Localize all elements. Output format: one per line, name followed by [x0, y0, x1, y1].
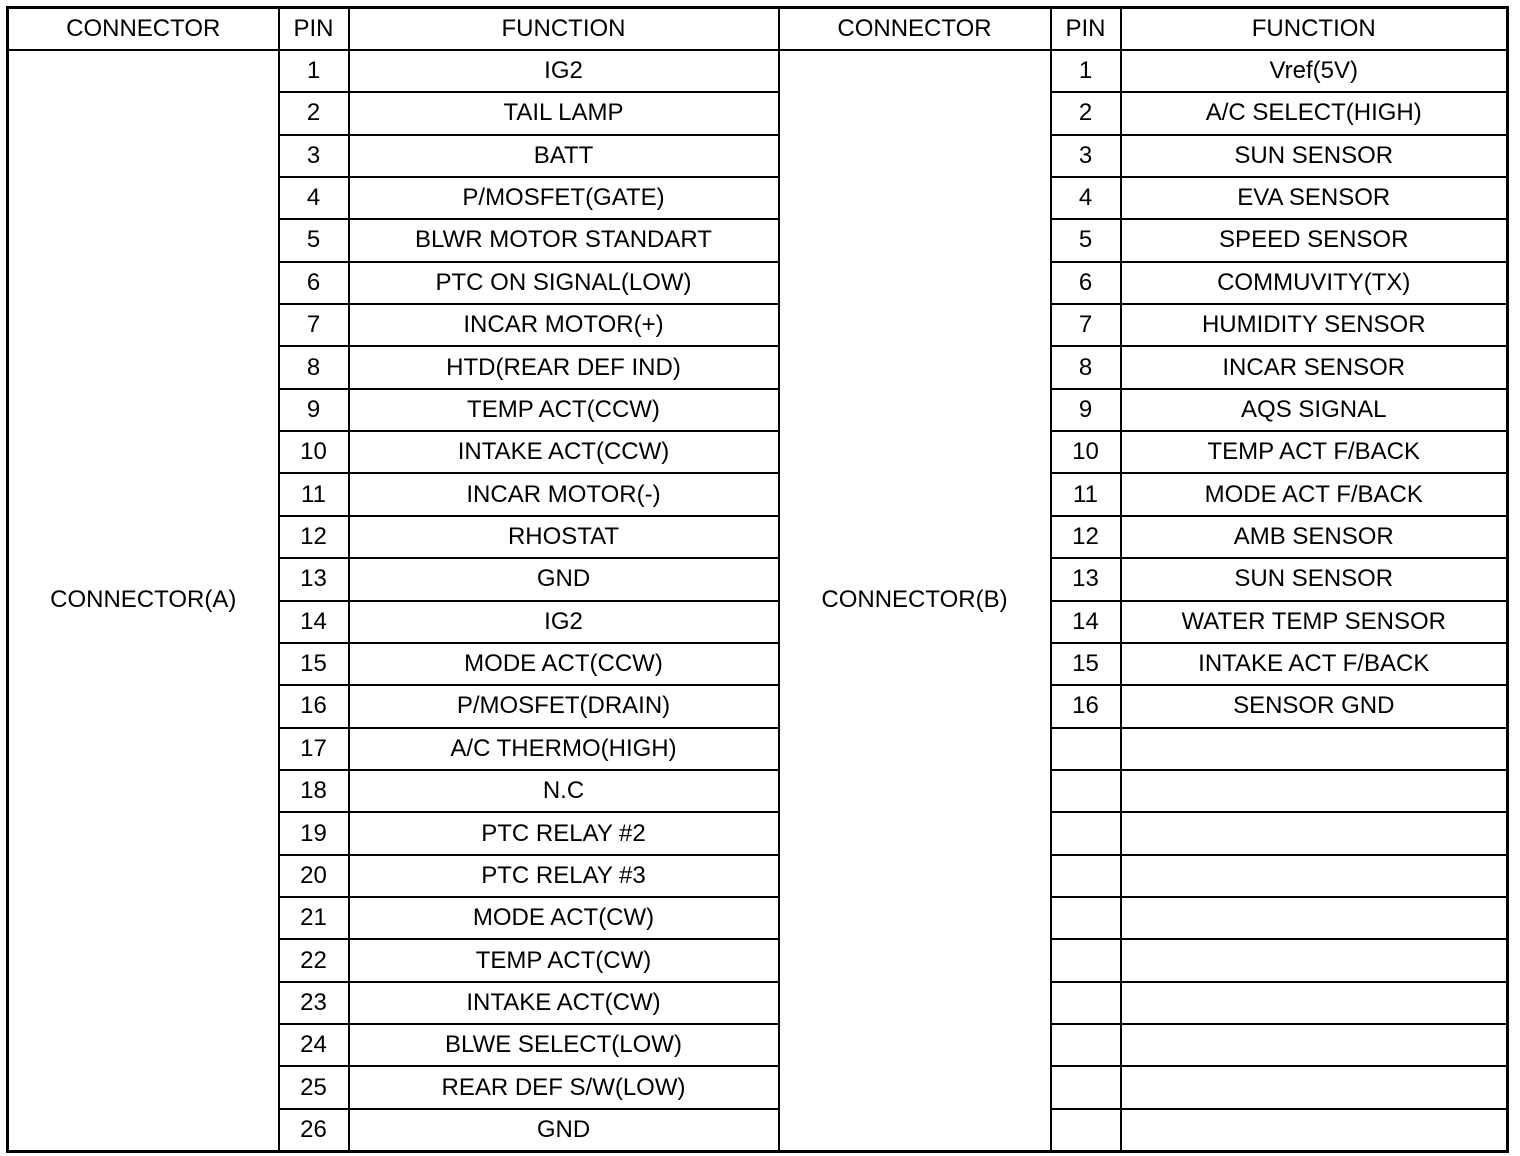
- connector-b-pin: 2: [1051, 92, 1121, 134]
- connector-a-pin: 23: [279, 982, 349, 1024]
- connector-a-pin: 8: [279, 346, 349, 388]
- connector-a-function: P/MOSFET(GATE): [349, 177, 779, 219]
- connector-b-function: SUN SENSOR: [1121, 135, 1508, 177]
- connector-a-function: INTAKE ACT(CCW): [349, 431, 779, 473]
- connector-b-pin: 13: [1051, 558, 1121, 600]
- header-connector-b: CONNECTOR: [779, 8, 1051, 50]
- connector-b-function-empty: [1121, 1066, 1508, 1108]
- connector-a-pin: 25: [279, 1066, 349, 1108]
- connector-a-pin: 7: [279, 304, 349, 346]
- connector-b-function: INCAR SENSOR: [1121, 346, 1508, 388]
- connector-a-function: RHOSTAT: [349, 516, 779, 558]
- connector-b-function: Vref(5V): [1121, 50, 1508, 92]
- connector-b-pin-empty: [1051, 939, 1121, 981]
- header-function-b: FUNCTION: [1121, 8, 1508, 50]
- connector-a-pin: 15: [279, 643, 349, 685]
- connector-b-pin: 12: [1051, 516, 1121, 558]
- connector-a-function: REAR DEF S/W(LOW): [349, 1066, 779, 1108]
- connector-b-function: SPEED SENSOR: [1121, 219, 1508, 261]
- table-body: [8, 8, 1508, 1152]
- connector-b-function: AMB SENSOR: [1121, 516, 1508, 558]
- connector-b-pin-empty: [1051, 770, 1121, 812]
- connector-b-pin: 11: [1051, 473, 1121, 515]
- header-function-a: FUNCTION: [349, 8, 779, 50]
- connector-b-pin-empty: [1051, 855, 1121, 897]
- connector-a-function: IG2: [349, 601, 779, 643]
- connector-b-pin: 4: [1051, 177, 1121, 219]
- connector-a-pin: 4: [279, 177, 349, 219]
- connector-b-pin: 7: [1051, 304, 1121, 346]
- connector-a-function: PTC RELAY #2: [349, 812, 779, 854]
- connector-a-pin: 16: [279, 685, 349, 727]
- connector-b-pin: 15: [1051, 643, 1121, 685]
- connector-a-pin: 3: [279, 135, 349, 177]
- connector-a-pin: 10: [279, 431, 349, 473]
- connector-a-pin: 20: [279, 855, 349, 897]
- connector-b-pin: 10: [1051, 431, 1121, 473]
- connector-b-pin: 14: [1051, 601, 1121, 643]
- table-row: [8, 50, 1508, 92]
- connector-a-pin: 24: [279, 1024, 349, 1066]
- connector-a-function: BATT: [349, 135, 779, 177]
- connector-b-pin: 3: [1051, 135, 1121, 177]
- connector-a-function: PTC ON SIGNAL(LOW): [349, 262, 779, 304]
- connector-a-function: A/C THERMO(HIGH): [349, 728, 779, 770]
- connector-a-function: INTAKE ACT(CW): [349, 982, 779, 1024]
- connector-a-pin: 26: [279, 1109, 349, 1151]
- connector-a-function: INCAR MOTOR(+): [349, 304, 779, 346]
- header-pin-b: PIN: [1051, 8, 1121, 50]
- connector-a-function: PTC RELAY #3: [349, 855, 779, 897]
- connector-b-pin-empty: [1051, 812, 1121, 854]
- connector-b-pin: 5: [1051, 219, 1121, 261]
- connector-b-pin-empty: [1051, 1066, 1121, 1108]
- connector-b-function: TEMP ACT F/BACK: [1121, 431, 1508, 473]
- header-pin-a: PIN: [279, 8, 349, 50]
- header-connector-a: CONNECTOR: [8, 8, 279, 50]
- connector-b-pin-empty: [1051, 1024, 1121, 1066]
- connector-pinout-table: [6, 6, 1509, 1153]
- header-row: [8, 8, 1508, 50]
- connector-b-function-empty: [1121, 897, 1508, 939]
- connector-a-pin: 18: [279, 770, 349, 812]
- connector-a-pin: 5: [279, 219, 349, 261]
- connector-b-pin: 1: [1051, 50, 1121, 92]
- connector-b-function: SUN SENSOR: [1121, 558, 1508, 600]
- connector-b-function-empty: [1121, 728, 1508, 770]
- connector-a-pin: 13: [279, 558, 349, 600]
- connector-a-function: P/MOSFET(DRAIN): [349, 685, 779, 727]
- connector-b-function: AQS SIGNAL: [1121, 389, 1508, 431]
- connector-b-function-empty: [1121, 1109, 1508, 1151]
- connector-a-pin: 2: [279, 92, 349, 134]
- connector-a-pin: 19: [279, 812, 349, 854]
- connector-a-function: N.C: [349, 770, 779, 812]
- connector-b-name: CONNECTOR(B): [779, 50, 1051, 1151]
- connector-b-function-empty: [1121, 812, 1508, 854]
- connector-b-function-empty: [1121, 939, 1508, 981]
- connector-b-function: SENSOR GND: [1121, 685, 1508, 727]
- connector-a-name: CONNECTOR(A): [8, 50, 279, 1151]
- connector-b-function: COMMUVITY(TX): [1121, 262, 1508, 304]
- connector-b-pin-empty: [1051, 982, 1121, 1024]
- connector-a-pin: 22: [279, 939, 349, 981]
- connector-a-pin: 21: [279, 897, 349, 939]
- connector-a-pin: 11: [279, 473, 349, 515]
- connector-b-function: A/C SELECT(HIGH): [1121, 92, 1508, 134]
- connector-a-function: TAIL LAMP: [349, 92, 779, 134]
- connector-a-function: HTD(REAR DEF IND): [349, 346, 779, 388]
- connector-b-pin-empty: [1051, 1109, 1121, 1151]
- connector-b-function: WATER TEMP SENSOR: [1121, 601, 1508, 643]
- connector-b-function-empty: [1121, 1024, 1508, 1066]
- connector-a-pin: 1: [279, 50, 349, 92]
- connector-a-function: GND: [349, 1109, 779, 1151]
- connector-a-pin: 6: [279, 262, 349, 304]
- connector-b-pin: 9: [1051, 389, 1121, 431]
- connector-a-function: INCAR MOTOR(-): [349, 473, 779, 515]
- connector-b-function: EVA SENSOR: [1121, 177, 1508, 219]
- connector-b-function: INTAKE ACT F/BACK: [1121, 643, 1508, 685]
- connector-a-function: TEMP ACT(CW): [349, 939, 779, 981]
- connector-b-function: MODE ACT F/BACK: [1121, 473, 1508, 515]
- connector-b-function: HUMIDITY SENSOR: [1121, 304, 1508, 346]
- connector-b-pin-empty: [1051, 897, 1121, 939]
- connector-a-function: BLWR MOTOR STANDART: [349, 219, 779, 261]
- connector-a-function: MODE ACT(CW): [349, 897, 779, 939]
- connector-a-pin: 14: [279, 601, 349, 643]
- connector-b-pin: 8: [1051, 346, 1121, 388]
- connector-a-function: BLWE SELECT(LOW): [349, 1024, 779, 1066]
- connector-a-function: MODE ACT(CCW): [349, 643, 779, 685]
- connector-b-function-empty: [1121, 770, 1508, 812]
- connector-a-pin: 12: [279, 516, 349, 558]
- connector-a-pin: 17: [279, 728, 349, 770]
- connector-b-pin: 6: [1051, 262, 1121, 304]
- connector-a-function: GND: [349, 558, 779, 600]
- connector-b-function-empty: [1121, 855, 1508, 897]
- connector-b-pin: 16: [1051, 685, 1121, 727]
- connector-b-pin-empty: [1051, 728, 1121, 770]
- connector-a-function: TEMP ACT(CCW): [349, 389, 779, 431]
- connector-a-pin: 9: [279, 389, 349, 431]
- connector-b-function-empty: [1121, 982, 1508, 1024]
- connector-a-function: IG2: [349, 50, 779, 92]
